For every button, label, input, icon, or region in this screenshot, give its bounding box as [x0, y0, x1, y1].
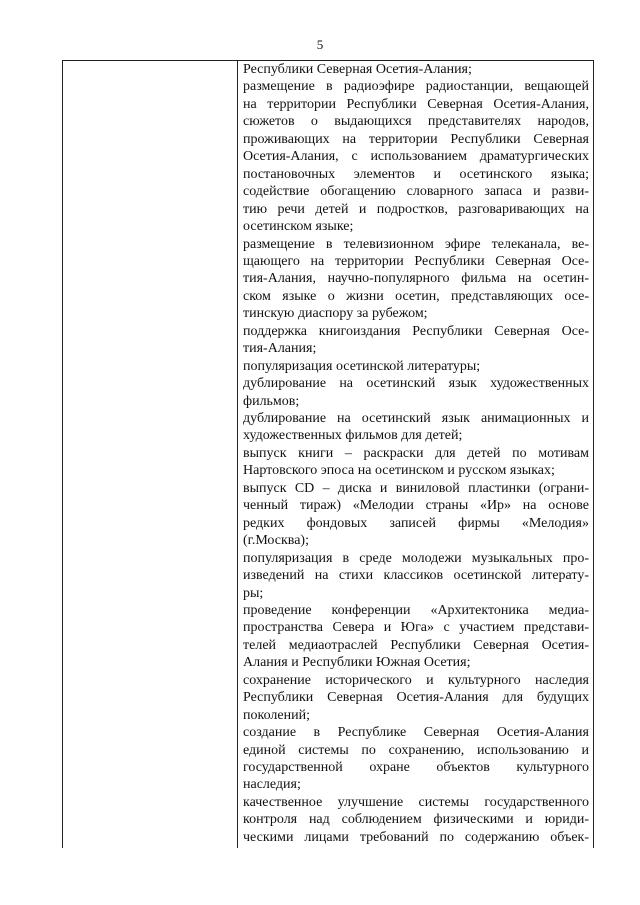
- text-line: создание в Республике Северная Осетия-Алания: [243, 725, 589, 741]
- text-line: содействие обогащению словарного запаса и разви-: [243, 184, 589, 200]
- text-line: сохранение исторического и культурного наследия: [243, 672, 589, 688]
- document-table: [62, 60, 594, 848]
- text-line: тию речи детей и подростков, разговаривающих на: [243, 201, 589, 217]
- text-line: контроля над соблюдением физическими и юриди-: [243, 812, 589, 828]
- text-line: Республики Северная Осетия-Алания для будущих: [243, 690, 589, 706]
- text-line: качественное улучшение системы государственного: [243, 794, 589, 810]
- text-line: популяризация в среде молодежи музыкальных про-: [243, 550, 589, 566]
- text-line: на территории Республики Северная Осетия-Алания,: [243, 96, 589, 112]
- text-line: ском языке о жизни осетин, представляющих осе-: [243, 288, 589, 304]
- table-right-column: [238, 61, 593, 848]
- text-line: ры;: [243, 585, 264, 601]
- text-line: постановочных элементов и осетинского языка;: [243, 166, 589, 182]
- text-line: телей медиаотраслей Республики Северная Осетия-: [243, 637, 589, 653]
- table-left-column: [63, 61, 238, 848]
- text-line: популяризация осетинской литературы;: [243, 358, 481, 374]
- text-line: щающего на территории Республики Северная Осе-: [243, 253, 589, 269]
- text-line: фильмов;: [243, 393, 300, 409]
- text-line: изведений на стихи классиков осетинской литерату-: [243, 568, 589, 584]
- text-line: поддержка книгоиздания Республики Северная Осе-: [243, 323, 589, 339]
- text-line: наследия;: [243, 777, 301, 793]
- text-line: тия-Алания;: [243, 341, 317, 357]
- text-line: ческими лицами требований по содержанию объек-: [243, 829, 589, 845]
- text-line: выпуск книги – раскраски для детей по мотивам: [243, 445, 589, 461]
- text-line: проживающих на территории Республики Северная: [243, 131, 589, 147]
- text-line: тинскую диаспору за рубежом;: [243, 306, 428, 322]
- text-line: редких фондовых записей фирмы «Мелодия»: [243, 515, 589, 531]
- text-line: Нартовского эпоса на осетинском и русском языках;: [243, 463, 555, 479]
- text-line: ченный тираж) «Мелодии страны «Ир» на основе: [243, 498, 589, 514]
- text-line: размещение в радиоэфире радиостанции, вещающей: [243, 79, 589, 95]
- text-line: Осетия-Алания, с использованием драматургических: [243, 149, 589, 165]
- text-line: сюжетов о выдающихся представителях народов,: [243, 114, 589, 130]
- text-line: дублирование на осетинский язык анимационных и: [243, 411, 589, 426]
- text-line: (г.Москва);: [243, 533, 309, 549]
- text-line: поколений;: [243, 707, 310, 723]
- text-line: Республики Северная Осетия-Алания;: [243, 62, 472, 77]
- text-line: дублирование на осетинский язык художественных: [243, 376, 589, 392]
- text-line: художественных фильмов для детей;: [243, 428, 463, 444]
- text-line: единой системы по сохранению, использованию и: [243, 742, 589, 758]
- text-line: выпуск CD – диска и виниловой пластинки (ограни-: [243, 480, 589, 496]
- text-line: Алания и Республики Южная Осетия;: [243, 655, 471, 671]
- text-line: осетинском языке;: [243, 219, 354, 235]
- text-line: государственной охране объектов культурного: [243, 760, 589, 775]
- text-line: размещение в телевизионном эфире телеканала, ве-: [243, 236, 589, 252]
- text-line: пространства Севера и Юга» с участием представи-: [243, 620, 589, 636]
- text-line: проведение конференции «Архитектоника медиа-: [243, 602, 589, 618]
- text-line: тия-Алания, научно-популярного фильма на осетин-: [243, 271, 589, 287]
- page-number: 5: [316, 37, 324, 52]
